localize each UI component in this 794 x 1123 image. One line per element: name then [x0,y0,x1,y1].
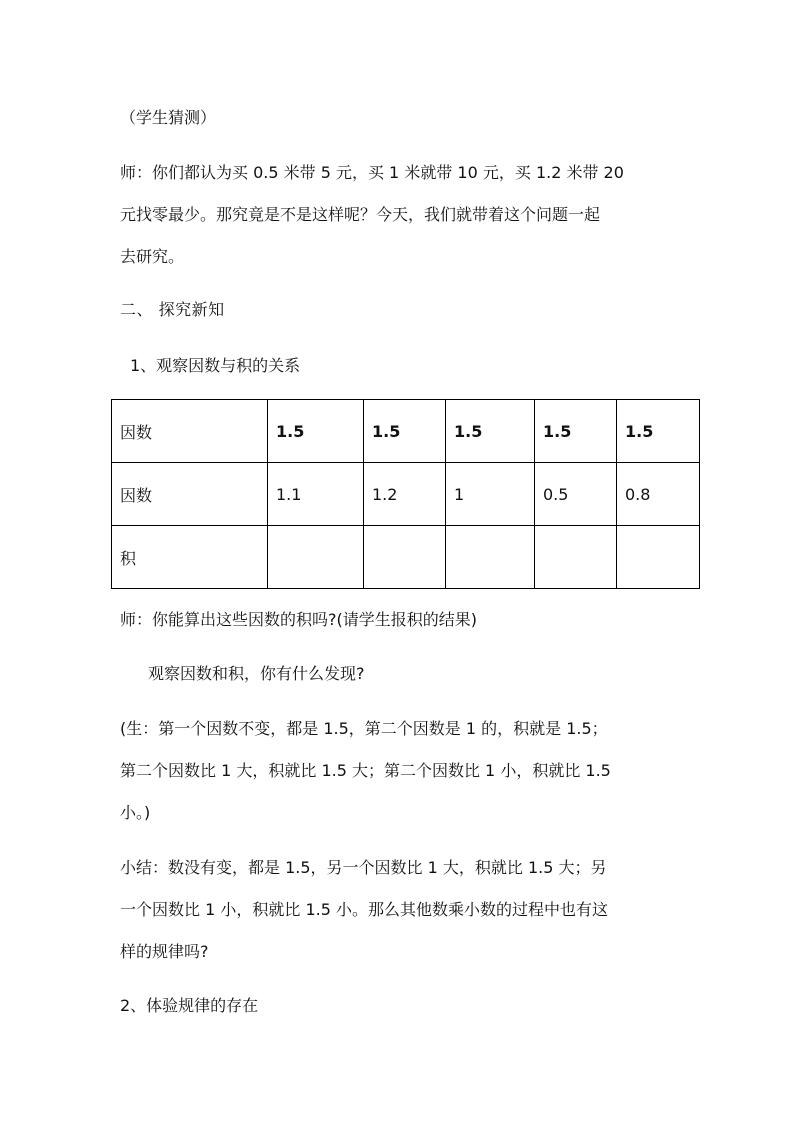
table-cell: 1.2 [364,463,446,526]
paragraph-student-answer-line-2: 第二个因数比 1 大，积就比 1.5 大；第二个因数比 1 小，积就比 1.5 [120,761,611,780]
paragraph-teacher-line-2: 元找零最少。那究竟是不是这样呢？今天，我们就带着这个问题一起 [120,205,601,224]
table-cell: 1.5 [446,400,535,463]
subsection-heading-observe: 1、观察因数与积的关系 [130,356,301,375]
paragraph-observe-prompt: 观察因数和积，你有什么发现? [148,664,365,683]
table-cell [617,526,700,589]
paragraph-student-answer-line-3: 小。) [120,803,151,822]
paragraph-teacher-line-3: 去研究。 [120,247,185,266]
table-row [112,400,700,463]
row-label: 因数 [112,463,268,526]
row-label: 因数 [112,400,268,463]
paragraph-student-answer-line-1: (生：第一个因数不变，都是 1.5，第二个因数是 1 的，积就是 1.5； [120,719,608,738]
paragraph-summary-line-3: 样的规律吗? [120,942,209,961]
table-cell [446,526,535,589]
paragraph-teacher-question: 师：你能算出这些因数的积吗?(请学生报积的结果) [120,610,477,629]
table-row [112,526,700,589]
section-heading-explore: 二、 探究新知 [120,300,225,319]
table-cell: 1.5 [364,400,446,463]
table-cell: 0.5 [535,463,617,526]
table-cell: 1.5 [535,400,617,463]
factor-product-table [111,399,700,589]
row-label: 积 [112,526,268,589]
table-row [112,463,700,526]
table-cell: 1.1 [268,463,364,526]
table-cell: 1.5 [617,400,700,463]
paragraph-student-guess: （学生猜测） [120,108,217,127]
table-cell: 0.8 [617,463,700,526]
table-cell [364,526,446,589]
table-cell [268,526,364,589]
paragraph-summary-line-1: 小结：数没有变，都是 1.5，另一个因数比 1 大，积就比 1.5 大；另 [120,858,607,877]
subsection-heading-experience: 2、体验规律的存在 [120,996,259,1015]
table-cell: 1.5 [268,400,364,463]
table-cell [535,526,617,589]
paragraph-summary-line-2: 一个因数比 1 小，积就比 1.5 小。那么其他数乘小数的过程中也有这 [120,900,608,919]
paragraph-teacher-line-1: 师：你们都认为买 0.5 米带 5 元，买 1 米就带 10 元，买 1.2 米带 20 [120,163,624,182]
table-cell: 1 [446,463,535,526]
